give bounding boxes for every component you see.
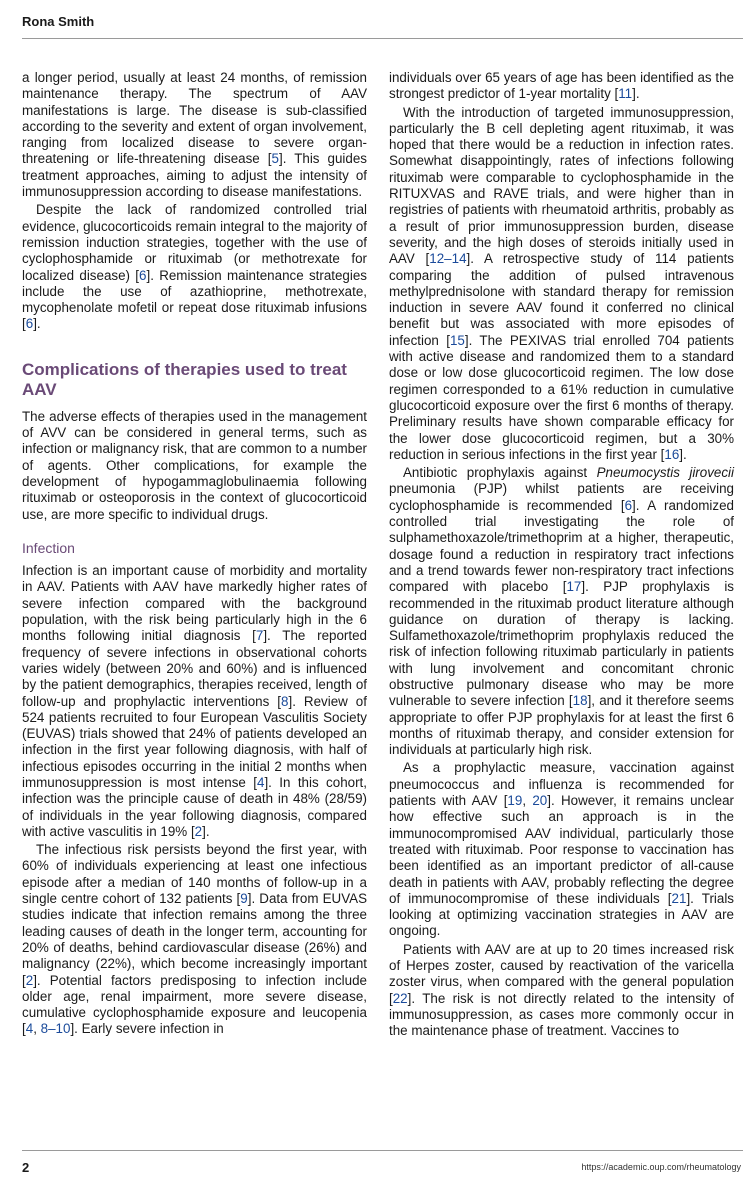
- citation-link[interactable]: 4: [25, 1021, 34, 1037]
- citation-link[interactable]: 17: [566, 579, 582, 595]
- citation-link[interactable]: 19: [507, 793, 523, 809]
- citation-link[interactable]: 21: [671, 890, 687, 906]
- left-column: [22, 70, 367, 1038]
- citation-link[interactable]: 4: [256, 774, 265, 790]
- citation-link[interactable]: 2: [25, 972, 34, 988]
- citation-link[interactable]: 2: [194, 823, 203, 839]
- paragraph-adverse-effects: The adverse effects of therapies used in the management of AVV can be considered in general terms, such as infection or malignancy risk, that are common to a number of agents. Other complications, for example the development of hypogammaglobulinaemia following rituximab or osteoporosis in the context of glucocorticoid use, are more specific to individual drugs.: [22, 408, 367, 522]
- citation-link[interactable]: 15: [449, 332, 465, 348]
- citation-link[interactable]: 22: [392, 990, 408, 1006]
- section-heading-complications: Complications of therapies used to treat AAV: [22, 359, 347, 399]
- citation-link[interactable]: 5: [271, 151, 279, 167]
- header-divider: [22, 38, 743, 39]
- footer-divider: [22, 1150, 743, 1151]
- subsection-heading-infection: Infection: [22, 539, 75, 556]
- paragraph-antibiotic-prophylaxis: Antibiotic prophylaxis against Pneumocystis jirovecii pneumonia (PJP) whilst patients are receiving cyclophosphamide is recommended [6]. A randomized controlled trial investigating the role of sulphamethoxazole/trimethoprim at a higher, therapeutic, dosage found a reduction in respiratory tract infections and a trend towards fewer non-respiratory tract infections compared with placebo [17]. PJP prophylaxis is recommended in the rituximab product literature although guidance on duration of therapy is lacking. Sulfamethoxazole/trimethoprim prophylaxis reduced the risk of infection following rituximab particularly in patients with lung involvement and concomitant chronic obstructive pulmonary disease who may be more vulnerable to severe infection [18], and it therefore seems appropriate to offer PJP prophylaxis for at least the first 6 months of rituximab therapy, and consider extension for individuals at particularly high risk.: [389, 465, 734, 758]
- citation-link[interactable]: 16: [664, 446, 680, 462]
- journal-url-link[interactable]: https://academic.oup.com/rheumatology: [581, 1162, 741, 1172]
- citation-link[interactable]: 6: [139, 267, 147, 283]
- citation-link[interactable]: 6: [25, 316, 34, 332]
- paragraph-infectious-risk: The infectious risk persists beyond the first year, with 60% of individuals experiencing at least one infectious episode after a median of 140 months of follow-up in a single centre cohort of 132 patients [9]. Data from EUVAS studies indicate that infection remains among the three leading causes of death in the longer term, accounting for 20% of deaths, behind cardiovascular disease (26%) and malignancy (22%), which become increasingly important [2]. Potential factors predisposing to infection include older age, renal impairment, more severe disease, cumulative cyclophosphamide exposure and leucopenia [4, 8–10]. Early severe infection in: [22, 842, 368, 1037]
- paragraph-mortality-predictor: individuals over 65 years of age has been identified as the strongest predictor of 1-year mortality [11].: [389, 70, 734, 102]
- paragraph-glucocorticoids: Despite the lack of randomized controlled trial evidence, glucocorticoids remain integral to the majority of remission induction strategies, together with the use of cyclophosphamide or rituximab (or methotrexate for localized disease) [6]. Remission maintenance strategies include the use of azathioprine, methotrexate, mycophenolate mofetil or repeat dose rituximab infusions [6].: [22, 202, 367, 332]
- citation-link[interactable]: 8–10: [40, 1021, 71, 1037]
- paragraph-aav-overview: a longer period, usually at least 24 months, of remission maintenance therapy. The spectrum of AAV manifestations is large. The disease is sub-classified according to the severity and extent of organ involvement, ranging from localized disease to severe organ-threatening or life-threatening disease [5]. This guides treatment approaches, aiming to adjust the intensity of immunosuppression according to disease manifestations.: [22, 70, 367, 200]
- page-number: 2: [22, 1160, 30, 1175]
- citation-link[interactable]: 20: [532, 793, 548, 809]
- paragraph-infection-morbidity: Infection is an important cause of morbidity and mortality in AAV. Patients with AAV have markedly higher rates of severe infection compared with the background population, with the risk being particularly high in the 6 months following initial diagnosis [7]. The reported frequency of severe infections in observational cohorts varies widely (between 20% and 60%) and is influenced by the patient demographics, therapies received, length of follow-up and prophylactic interventions [8]. Review of 524 patients recruited to four European Vasculitis Society (EUVAS) trials showed that 24% of patients developed an infection in the first year following diagnosis, with half of infectious episodes occurring in the initial 2 months when immunosuppression is most intense [4]. In this cohort, infection was the principle cause of death in 48% (28/59) of individuals in the year following diagnosis, compared with active vasculitis in 19% [2].: [22, 563, 367, 839]
- running-header-author: Rona Smith: [22, 14, 95, 29]
- paragraph-rituximab-infections: With the introduction of targeted immunosuppression, particularly the B cell depleting agent rituximab, it was hoped that there would be a reduction in infection rates. Somewhat disappointingly, rates of infections following rituximab were comparable to cyclophosphamide in the RITUXVAS and RAVE trials, and were higher than in registries of patients with rheumatoid arthritis, probably as a result of prior immunosuppression burden, disease severity, and the high doses of steroids initially used in AAV [12–14]. A retrospective study of 114 patients comparing the addition of pulsed intravenous methylprednisolone with standard therapy for remission induction in severe AAV found it conferred no clinical benefit but was associated with more episodes of infection [15]. The PEXIVAS trial enrolled 704 patients with active disease and randomized them to a standard dose or low dose glucocorticoid regimen. The low dose regimen corresponded to a 61% reduction in cumulative glucocorticoid exposure over the first 6 months of therapy. Preliminary results have shown comparable efficacy for the lower dose glucocorticoid regimen, but a 30% reduction in serious infections in the first year [16].: [389, 104, 734, 462]
- citation-link[interactable]: 8: [281, 693, 289, 709]
- right-column: [389, 70, 734, 1040]
- citation-link[interactable]: 18: [572, 693, 588, 709]
- citation-link[interactable]: 9: [240, 891, 248, 907]
- citation-link[interactable]: 11: [618, 86, 633, 102]
- species-name: Pneumocystis jirovecii: [596, 465, 734, 481]
- paragraph-herpes-zoster: Patients with AAV are at up to 20 times increased risk of Herpes zoster, caused by reactivation of the varicella zoster virus, when compared with the general population [22]. The risk is not directly related to the intensity of immunosuppression, as cases more commonly occur in the maintenance phase of treatment. Vaccines to: [389, 941, 734, 1039]
- paragraph-vaccination: As a prophylactic measure, vaccination against pneumococcus and influenza is recommended for patients with AAV [19, 20]. However, it remains unclear how effective such an approach is in the immunocompromised AAV individual, particularly those treated with rituximab. Poor response to vaccination has been identified as an important predictor of all-cause death in patients with AAV, probably reflecting the degree of immunocompromise of these individuals [21]. Trials looking at optimizing vaccination strategies in AAV are ongoing.: [389, 760, 734, 939]
- citation-link[interactable]: 12–14: [429, 251, 467, 267]
- citation-link[interactable]: 7: [255, 628, 264, 644]
- citation-link[interactable]: 6: [624, 497, 633, 513]
